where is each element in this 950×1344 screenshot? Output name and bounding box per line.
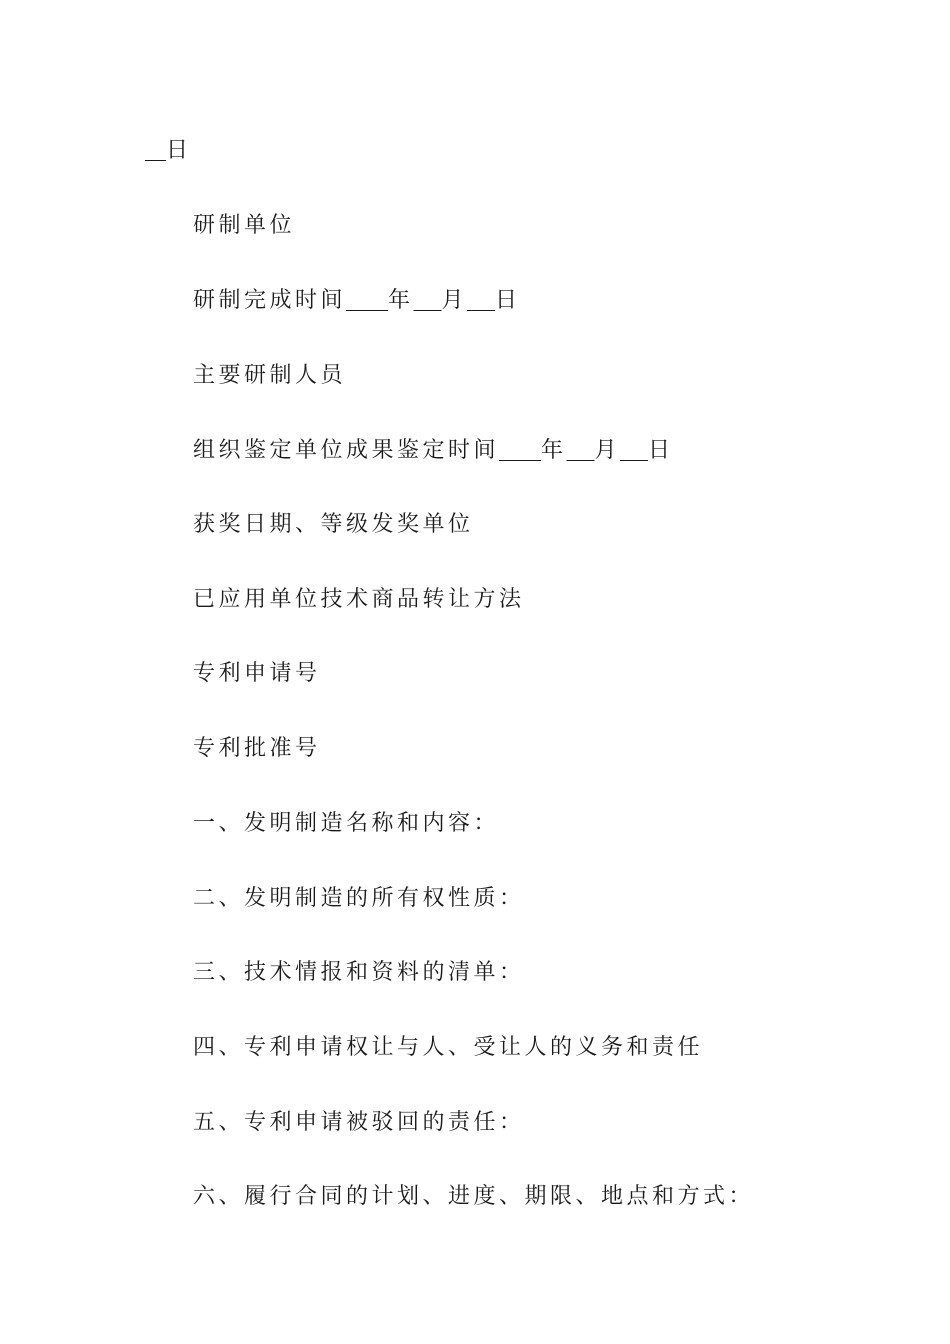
award-info-line: 获奖日期、等级发奖单位	[193, 512, 474, 537]
month-blank	[567, 438, 595, 463]
day-blank	[620, 438, 648, 463]
application-transfer-line: 已应用单位技术商品转让方法	[193, 587, 525, 612]
patent-application-number-line: 专利申请号	[193, 661, 321, 686]
completion-time-label: 研制完成时间	[193, 288, 347, 313]
section-2-heading: 二、发明制造的所有权性质：	[193, 886, 525, 911]
year-text: 年	[540, 438, 567, 463]
completion-time-line	[193, 286, 521, 316]
patent-approval-number-line: 专利批准号	[193, 736, 321, 761]
month-text: 月	[441, 288, 467, 313]
year-blank	[499, 438, 541, 463]
year-blank	[346, 288, 388, 313]
section-4-heading: 四、专利申请权让与人、受让人的义务和责任	[193, 1035, 704, 1060]
research-unit-line: 研制单位	[193, 213, 296, 238]
section-6-heading: 六、履行合同的计划、进度、期限、地点和方式：	[193, 1184, 755, 1209]
main-researchers-line: 主要研制人员	[193, 363, 347, 388]
section-1-heading: 一、发明制造名称和内容：	[193, 811, 500, 836]
year-text: 年	[387, 288, 414, 313]
appraisal-time-line	[193, 436, 674, 466]
section-5-heading: 五、专利申请被驳回的责任：	[193, 1110, 525, 1135]
day-blank	[467, 288, 495, 313]
appraisal-time-label: 组织鉴定单位成果鉴定时间	[193, 438, 500, 463]
blank-underline	[145, 138, 166, 163]
day-text: 日	[494, 288, 521, 313]
day-text: 日	[165, 138, 192, 163]
day-text: 日	[647, 438, 674, 463]
date-fragment-line	[145, 136, 192, 166]
month-blank	[414, 288, 442, 313]
month-text: 月	[594, 438, 620, 463]
section-3-heading: 三、技术情报和资料的清单：	[193, 960, 525, 985]
